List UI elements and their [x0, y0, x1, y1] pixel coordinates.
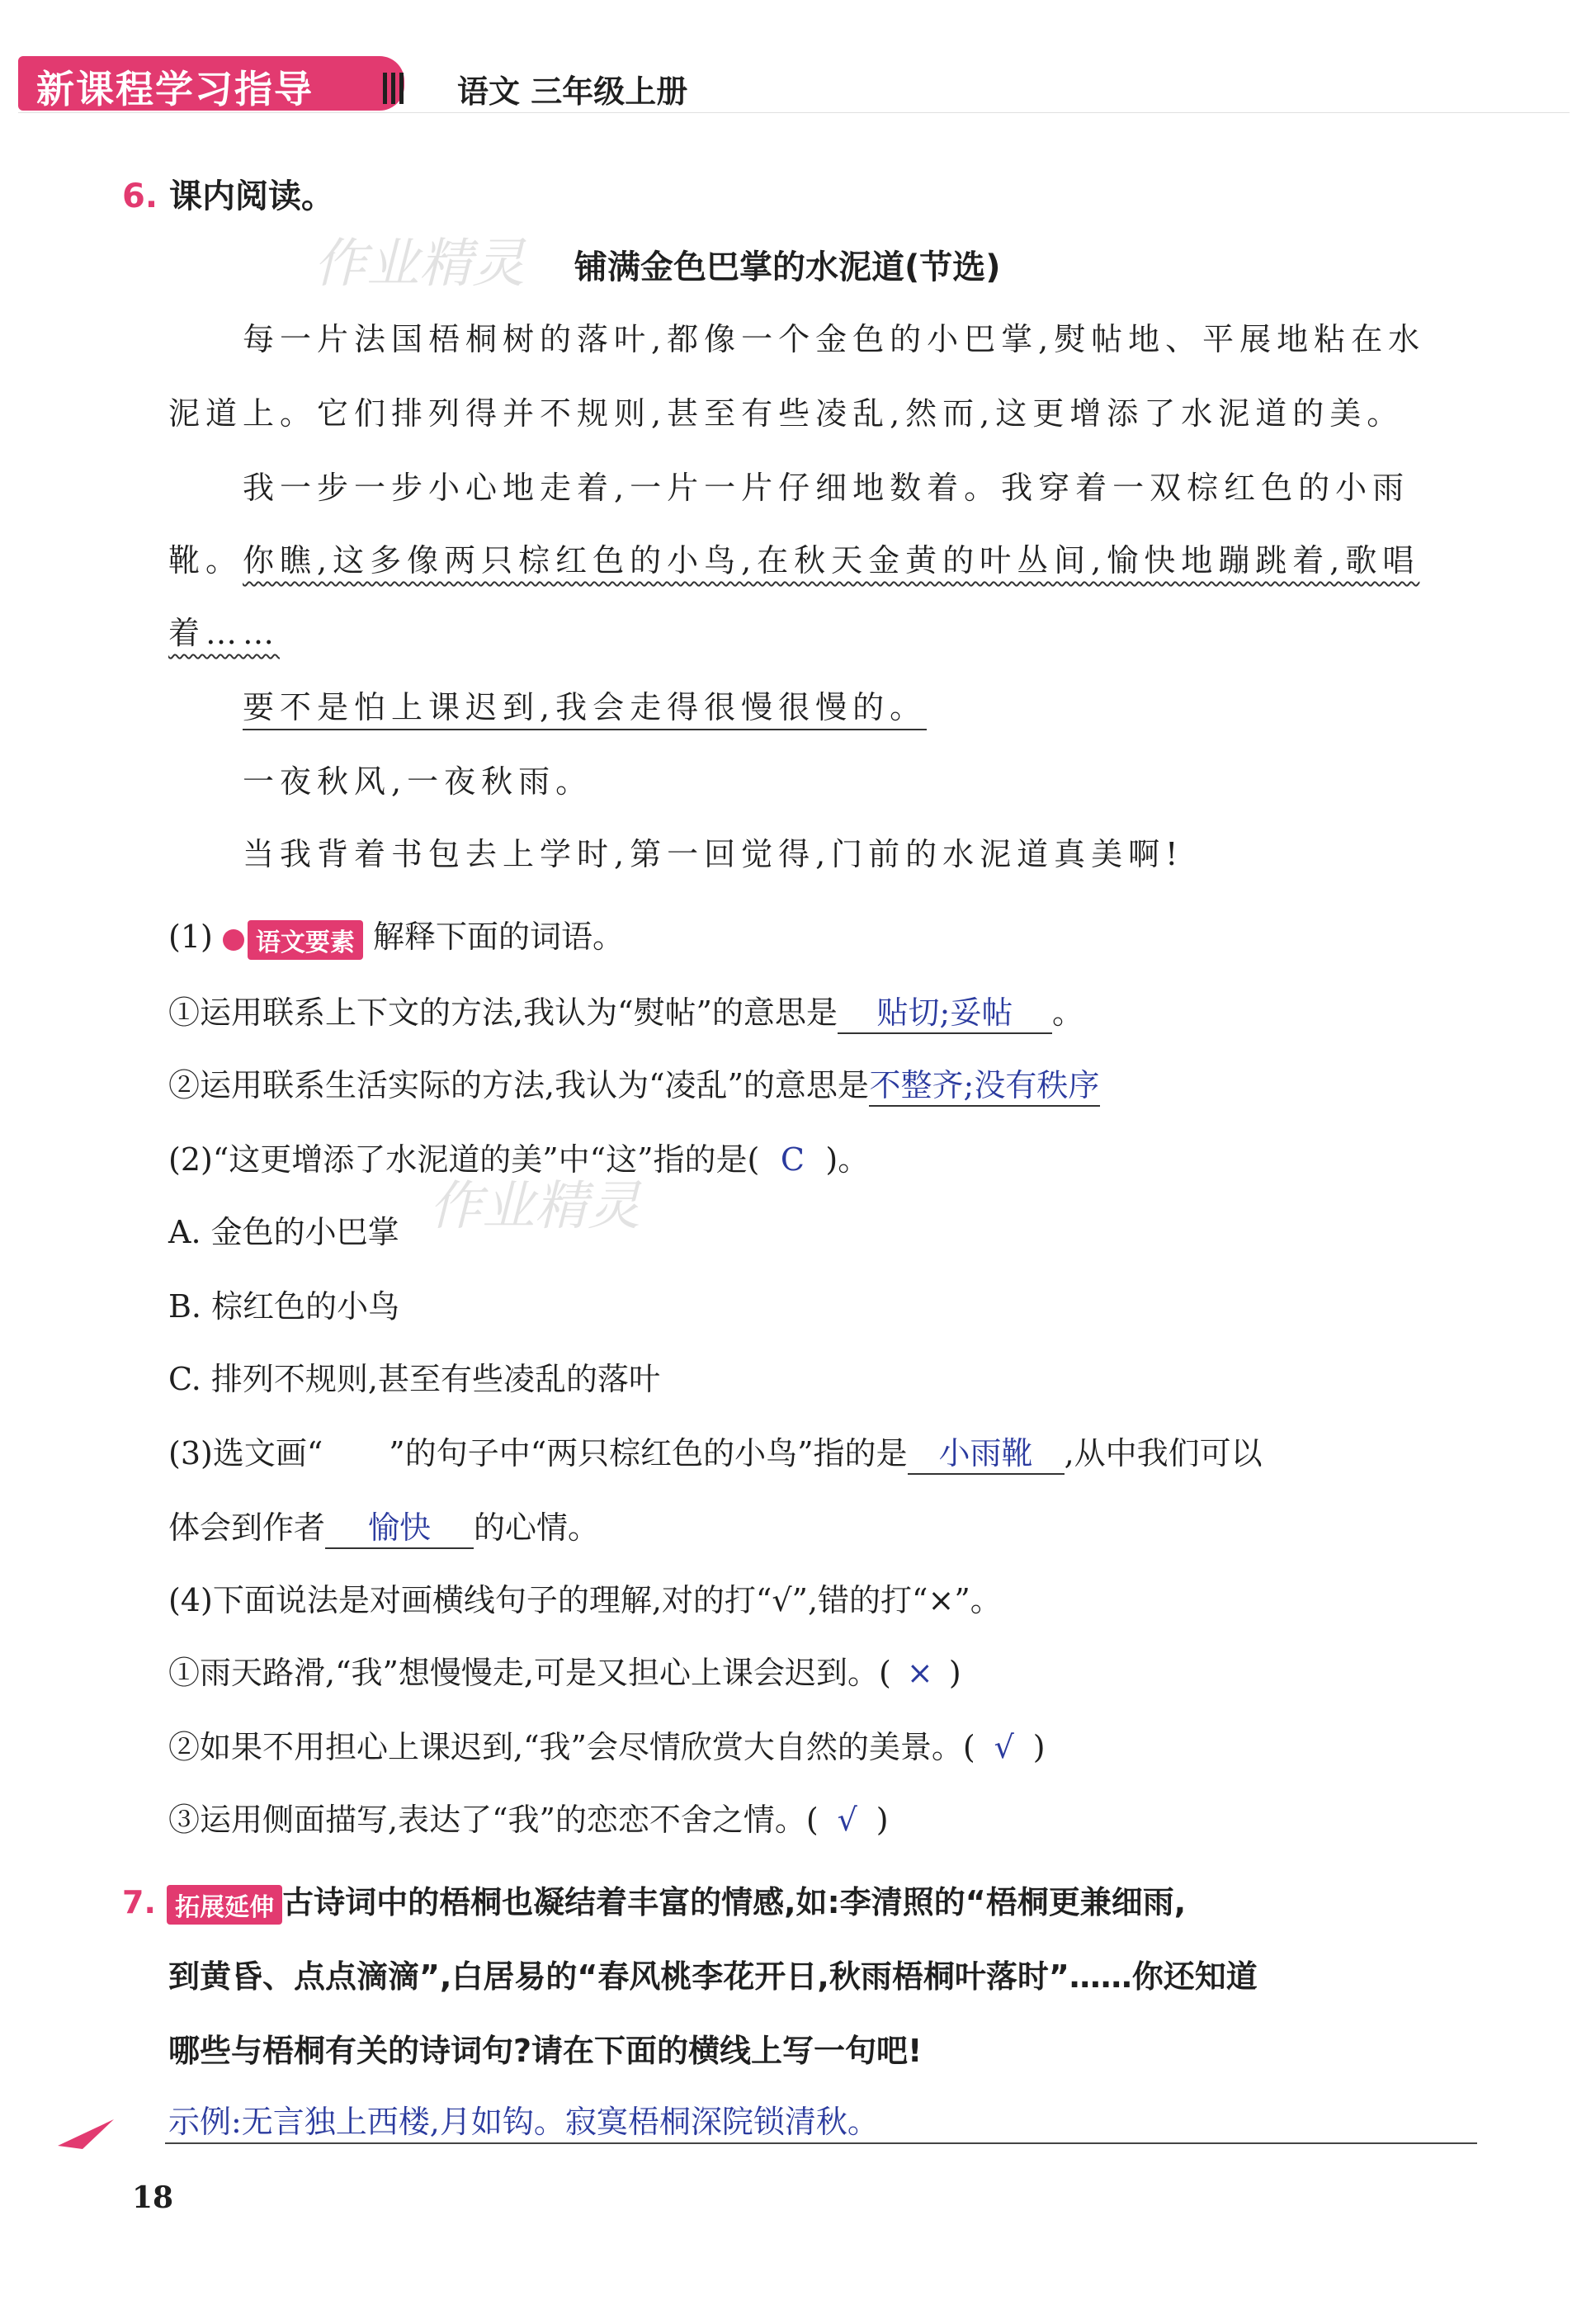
passage-wavy-sentence: 你瞧,这多像两只棕红色的小鸟,在秋天金黄的叶丛间,愉快地蹦跳着,歌唱 — [243, 542, 1420, 579]
s4-item-2-answer: √ — [994, 1729, 1014, 1765]
s1-a-text: ①运用联系上下文的方法,我认为“熨帖”的意思是 — [168, 994, 838, 1031]
s3-text-a: (3)选文画“ — [168, 1435, 323, 1471]
passage-p2-plain: 靴。 — [168, 542, 243, 579]
q7-line3: 哪些与梧桐有关的诗词句?请在下面的横线上写一句吧! — [168, 2033, 923, 2069]
header-bars-decoration — [383, 73, 413, 107]
page-number: 18 — [132, 2180, 174, 2215]
passage-title: 铺满金色巴掌的水泥道(节选) — [574, 248, 1001, 286]
s1-a-answer: 贴切;妥帖 — [838, 987, 1052, 1034]
s2 — [168, 1134, 869, 1179]
s4-item-2-text: ②如果不用担心上课迟到,“我”会尽情欣赏大自然的美景。( — [168, 1729, 975, 1765]
s4-item-3-answer: √ — [837, 1802, 857, 1838]
paper-plane-icon — [58, 2113, 116, 2154]
header-subject: 语文 三年级上册 — [457, 73, 688, 110]
q7-answer-line — [165, 2142, 1477, 2144]
s4-item-1-answer: × — [906, 1655, 933, 1691]
passage-p4: 一夜秋风,一夜秋雨。 — [243, 763, 593, 800]
s1-b-text: ②运用联系生活实际的方法,我认为“凌乱”的意思是 — [168, 1067, 869, 1103]
passage-underlined-sentence: 要不是怕上课迟到,我会走得很慢很慢的。 — [243, 689, 927, 730]
passage-p5: 当我背着书包去上学时,第一回觉得,门前的水泥道真美啊! — [243, 836, 1184, 872]
q7-text-1: 古诗词中的梧桐也凝结着丰富的情感,如:李清照的“梧桐更兼细雨, — [282, 1884, 1187, 1920]
watermark-top: 作业精灵 — [314, 234, 525, 295]
pin-icon — [223, 929, 244, 951]
s4-heading: (4)下面说法是对画横线句子的理解,对的打“√”,错的打“×”。 — [168, 1582, 1002, 1618]
s1-text: 解释下面的词语。 — [373, 919, 625, 955]
s4-item-3 — [168, 1794, 889, 1840]
watermark-middle: 作业精灵 — [429, 1176, 640, 1237]
s1-label: (1) — [168, 919, 213, 955]
s3-line1 — [168, 1428, 1263, 1475]
header-divider — [18, 112, 1570, 113]
s3-text-d: 体会到作者 — [168, 1509, 326, 1546]
s3-wavy-sample — [323, 1435, 389, 1471]
s3-text-c: ,从中我们可以 — [1064, 1435, 1263, 1471]
s1-a — [168, 987, 1083, 1034]
passage-wavy-end: 着…… — [168, 615, 281, 651]
s1-tag: 语文要素 — [248, 920, 363, 960]
s2-end: )。 — [825, 1141, 870, 1178]
s1-heading — [168, 911, 624, 960]
passage-p1-line2: 泥道上。它们排列得并不规则,甚至有些凌乱,然而,这更增添了水泥道的美。 — [168, 395, 1405, 432]
s4-item-1-text: ①雨天路滑,“我”想慢慢走,可是又担心上课会迟到。( — [168, 1655, 891, 1691]
s4-item-2-close: ) — [1032, 1729, 1046, 1765]
q7-line2: 到黄昏、点点滴滴”,白居易的“春风桃李花开日,秋雨梧桐叶落时”……你还知道 — [168, 1958, 1258, 1995]
s4-item-3-close: ) — [876, 1802, 889, 1838]
s1-b — [168, 1060, 1100, 1107]
q7-line1 — [122, 1877, 1186, 1925]
s4-item-2 — [168, 1722, 1046, 1767]
q7-tag: 拓展延伸 — [167, 1885, 282, 1925]
s3-line2 — [168, 1502, 599, 1549]
passage-p2-line1: 我一步一步小心地走着,一片一片仔细地数着。我穿着一双棕红色的小雨 — [243, 470, 1410, 506]
s4-item-1-close: ) — [948, 1655, 961, 1691]
option-b: B. 棕红色的小鸟 — [168, 1288, 400, 1325]
s1-a-end: 。 — [1051, 994, 1083, 1031]
s1-b-answer: 不整齐;没有秩序 — [869, 1060, 1100, 1107]
s3-text-e: 的心情。 — [474, 1509, 600, 1546]
s4-item-3-text: ③运用侧面描写,表达了“我”的恋恋不舍之情。( — [168, 1802, 819, 1838]
q6-title: 课内阅读。 — [168, 177, 334, 215]
option-a: A. 金色的小巴掌 — [168, 1214, 399, 1250]
q7-number: 7. — [122, 1884, 156, 1920]
q7-answer: 示例:无言独上西楼,月如钩。寂寞梧桐深院锁清秋。 — [168, 2104, 879, 2140]
s2-text: (2)“这更增添了水泥道的美”中“这”指的是( — [168, 1141, 760, 1178]
passage-p1-line1: 每一片法国梧桐树的落叶,都像一个金色的小巴掌,熨帖地、平展地粘在水 — [243, 321, 1426, 357]
q6-number: 6. — [122, 177, 158, 215]
s2-answer: C — [780, 1141, 805, 1178]
header-banner-title: 新课程学习指导 — [36, 67, 314, 111]
s4-item-1 — [168, 1647, 961, 1693]
option-c: C. 排列不规则,甚至有些凌乱的落叶 — [168, 1361, 660, 1397]
passage-p2-line3 — [168, 607, 280, 653]
passage-p3 — [243, 682, 927, 727]
q6-heading — [122, 170, 334, 217]
s3-answer-1: 小雨靴 — [908, 1428, 1065, 1475]
passage-p2-line2 — [168, 535, 1419, 580]
s3-answer-2: 愉快 — [325, 1502, 474, 1549]
s3-text-b: ”的句子中“两只棕红色的小鸟”指的是 — [389, 1435, 908, 1471]
